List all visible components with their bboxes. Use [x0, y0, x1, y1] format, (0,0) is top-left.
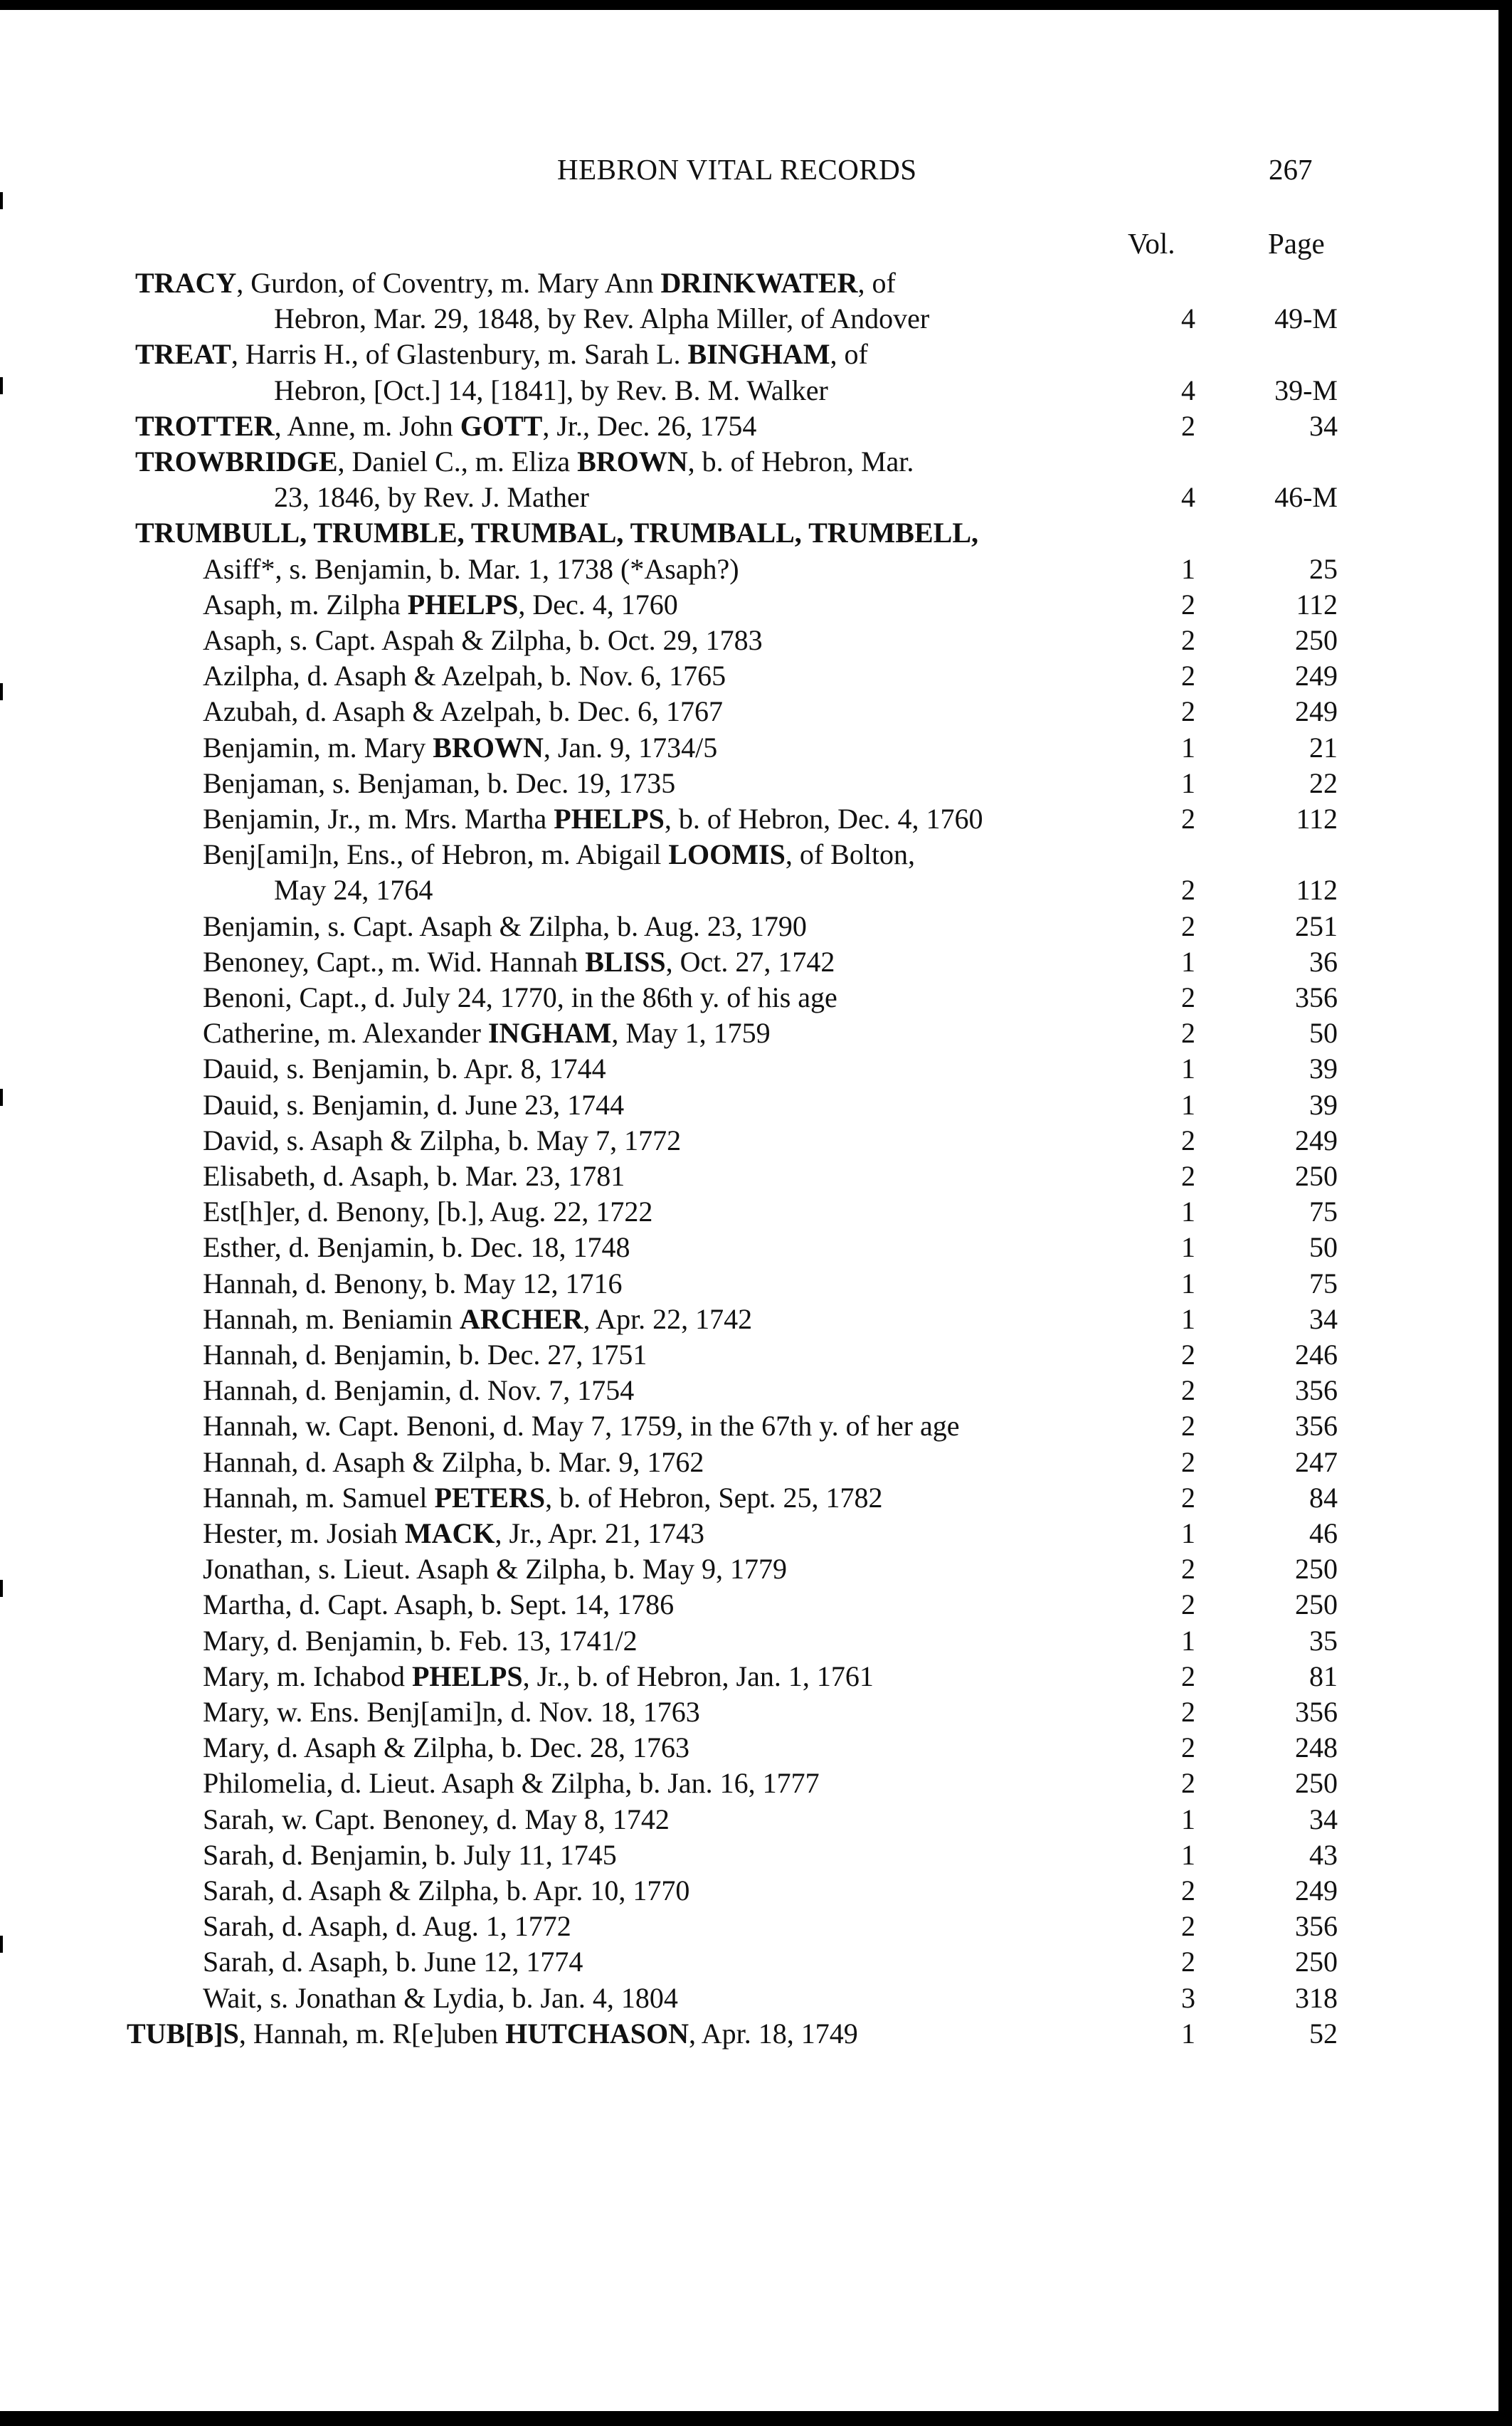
- surname: PHELPS: [411, 1660, 523, 1692]
- record-text-part: Hannah, m. Beniamin: [203, 1302, 460, 1335]
- record-text-part: Benoney, Capt., m. Wid. Hannah: [203, 945, 586, 978]
- record-line: [0, 872, 1512, 908]
- record-text: [203, 729, 717, 766]
- surname: PHELPS: [407, 588, 519, 621]
- record-text-part: Azilpha, d. Asaph & Azelpah, b. Nov. 6, 1765: [203, 660, 726, 692]
- column-header-page: Page: [1268, 227, 1325, 260]
- record-line: [0, 2015, 1512, 2052]
- record-text: [203, 551, 739, 587]
- record-volume: 4: [1181, 481, 1195, 514]
- record-text: [203, 1265, 623, 1302]
- surname: TROTTER: [135, 409, 275, 442]
- record-line: [0, 979, 1512, 1016]
- record-volume: 2: [1181, 1481, 1195, 1514]
- record-text-part: , b. of Hebron, Sept. 25, 1782: [545, 1481, 883, 1514]
- record-text-part: , Harris H., of Glastenbury, m. Sarah L.: [231, 338, 688, 371]
- record-text: [203, 1158, 625, 1194]
- record-text: [135, 408, 756, 444]
- record-volume: 2: [1181, 1910, 1195, 1943]
- record-page: 112: [1296, 874, 1338, 907]
- record-text: [203, 1229, 630, 1265]
- record-volume: 2: [1181, 1160, 1195, 1192]
- record-text-part: Mary, w. Ens. Benj[ami]n, d. Nov. 18, 1763: [203, 1696, 700, 1728]
- record-page: 49-M: [1274, 302, 1338, 335]
- surname: TROWBRIDGE: [135, 445, 338, 478]
- record-page: 35: [1309, 1624, 1338, 1657]
- record-text: [203, 1301, 752, 1337]
- record-line: [0, 1229, 1512, 1265]
- record-text-part: Wait, s. Jonathan & Lydia, b. Jan. 4, 1804: [203, 1981, 678, 2014]
- record-volume: 1: [1181, 945, 1195, 978]
- record-text: [274, 300, 929, 337]
- record-line: [0, 1908, 1512, 1944]
- record-text-part: Sarah, d. Benjamin, b. July 11, 1745: [203, 1838, 617, 1871]
- record-page: 318: [1295, 1981, 1338, 2014]
- record-text: [203, 765, 675, 801]
- record-text-part: Esther, d. Benjamin, b. Dec. 18, 1748: [203, 1231, 630, 1264]
- record-text-part: Benjamin, m. Mary: [203, 731, 433, 764]
- record-line: [0, 1087, 1512, 1123]
- record-volume: 4: [1181, 302, 1195, 335]
- record-line: [0, 1837, 1512, 1873]
- record-page: 75: [1309, 1196, 1338, 1228]
- surname: TRACY: [135, 267, 237, 299]
- scan-bottom-edge: [0, 2411, 1512, 2426]
- record-volume: 2: [1181, 1946, 1195, 1978]
- record-page: 39: [1309, 1088, 1338, 1121]
- record-text: [203, 1586, 674, 1623]
- record-text: [203, 1801, 670, 1837]
- record-page: 251: [1295, 909, 1338, 942]
- record-text-part: , b. of Hebron, Mar.: [687, 445, 914, 478]
- record-page: 84: [1309, 1481, 1338, 1514]
- record-page: 249: [1295, 1124, 1338, 1156]
- record-text-part: , b. of Hebron, Dec. 4, 1760: [664, 803, 983, 835]
- record-page: 46-M: [1274, 481, 1338, 514]
- record-line: [0, 1801, 1512, 1837]
- record-line: [0, 1301, 1512, 1337]
- record-line: [0, 372, 1512, 408]
- record-line: [0, 1480, 1512, 1516]
- record-page: 39: [1309, 1053, 1338, 1085]
- record-page: 112: [1296, 803, 1338, 835]
- record-line: [0, 658, 1512, 694]
- record-page: 248: [1295, 1731, 1338, 1764]
- record-text-part: Hester, m. Josiah: [203, 1517, 405, 1549]
- record-text-part: Benjamin, Jr., m. Mrs. Martha: [203, 803, 554, 835]
- record-text: [203, 1444, 704, 1480]
- record-text-part: Sarah, w. Capt. Benoney, d. May 8, 1742: [203, 1803, 670, 1835]
- record-line: [0, 765, 1512, 801]
- record-volume: 1: [1181, 1231, 1195, 1264]
- record-text: [203, 1837, 617, 1873]
- record-line: [0, 300, 1512, 337]
- record-line: [0, 1980, 1512, 2016]
- record-volume: 2: [1181, 981, 1195, 1013]
- record-text-part: Asaph, s. Capt. Aspah & Zilpha, b. Oct. 29, 1783: [203, 624, 763, 656]
- surname: PHELPS: [554, 803, 665, 835]
- record-volume: 2: [1181, 909, 1195, 942]
- record-text-part: , Jr., Apr. 21, 1743: [495, 1517, 705, 1549]
- record-text-part: Hannah, d. Asaph & Zilpha, b. Mar. 9, 1762: [203, 1445, 704, 1478]
- record-text: [203, 1515, 704, 1551]
- record-line: [0, 1408, 1512, 1444]
- record-line: [0, 1265, 1512, 1302]
- record-text: [203, 1658, 874, 1694]
- record-text: [203, 1623, 638, 1659]
- record-line: [0, 1050, 1512, 1087]
- record-volume: 2: [1181, 1410, 1195, 1443]
- record-text-part: Benoni, Capt., d. July 24, 1770, in the 86th y. of his age: [203, 981, 837, 1013]
- record-text-part: Benj[ami]n, Ens., of Hebron, m. Abigail: [203, 838, 669, 871]
- record-line: [0, 1944, 1512, 1980]
- record-page: 36: [1309, 945, 1338, 978]
- record-text: [203, 1336, 647, 1373]
- record-page: 250: [1295, 1160, 1338, 1192]
- record-text-part: May 24, 1764: [274, 874, 433, 907]
- record-text: [203, 836, 915, 872]
- record-volume: 2: [1181, 588, 1195, 621]
- record-line: [0, 1658, 1512, 1694]
- record-page: 21: [1309, 731, 1338, 764]
- record-volume: 2: [1181, 874, 1195, 907]
- record-text-part: Hannah, d. Benony, b. May 12, 1716: [203, 1267, 623, 1299]
- record-text-part: Benjamin, s. Capt. Asaph & Zilpha, b. Aug. 23, 1790: [203, 909, 807, 942]
- record-text-part: , Apr. 22, 1742: [583, 1302, 753, 1335]
- page-number: 267: [1269, 153, 1313, 186]
- record-page: 75: [1309, 1267, 1338, 1299]
- record-text-part: Mary, d. Benjamin, b. Feb. 13, 1741/2: [203, 1624, 638, 1657]
- record-volume: 2: [1181, 1374, 1195, 1407]
- record-page: 246: [1295, 1339, 1338, 1371]
- record-text: [203, 693, 723, 729]
- record-volume: 1: [1181, 1624, 1195, 1657]
- record-text-part: , of: [857, 267, 896, 299]
- record-line: [0, 1158, 1512, 1194]
- record-text-part: Dauid, s. Benjamin, d. June 23, 1744: [203, 1088, 625, 1121]
- record-volume: 2: [1181, 1017, 1195, 1050]
- record-text-part: , Gurdon, of Coventry, m. Mary Ann: [236, 267, 661, 299]
- record-text-part: Dauid, s. Benjamin, b. Apr. 8, 1744: [203, 1053, 606, 1085]
- record-volume: 1: [1181, 1803, 1195, 1835]
- record-volume: 2: [1181, 1874, 1195, 1906]
- record-line: [0, 1515, 1512, 1551]
- column-header-vol: Vol.: [1128, 227, 1175, 260]
- record-text: [203, 622, 763, 658]
- record-volume: 2: [1181, 1445, 1195, 1478]
- record-text-part: Catherine, m. Alexander: [203, 1017, 488, 1050]
- record-volume: 1: [1181, 1267, 1195, 1299]
- record-line: [0, 1551, 1512, 1587]
- surname: GOTT: [460, 409, 543, 442]
- record-line: [0, 622, 1512, 658]
- surname: BINGHAM: [687, 338, 830, 371]
- record-text: [203, 801, 983, 837]
- surname: TREAT: [135, 338, 231, 371]
- record-volume: 2: [1181, 1124, 1195, 1156]
- record-text: [203, 1372, 634, 1408]
- record-text: [203, 1408, 960, 1444]
- record-page: 250: [1295, 1767, 1338, 1800]
- record-volume: 1: [1181, 1196, 1195, 1228]
- record-text: [127, 2015, 858, 2052]
- surname: HUTCHASON: [505, 2017, 689, 2050]
- surname: LOOMIS: [668, 838, 786, 871]
- record-text-part: David, s. Asaph & Zilpha, b. May 7, 1772: [203, 1124, 682, 1156]
- record-volume: 2: [1181, 624, 1195, 656]
- surname: BLISS: [585, 945, 666, 978]
- record-line: [0, 944, 1512, 980]
- surname: BROWN: [433, 731, 544, 764]
- record-text-part: Mary, m. Ichabod: [203, 1660, 412, 1692]
- record-volume: 1: [1181, 1302, 1195, 1335]
- record-volume: 1: [1181, 766, 1195, 799]
- record-text-part: Benjaman, s. Benjaman, b. Dec. 19, 1735: [203, 766, 676, 799]
- record-page: 356: [1295, 981, 1338, 1013]
- record-line: [0, 443, 1512, 480]
- record-page: 356: [1295, 1374, 1338, 1407]
- record-volume: 2: [1181, 409, 1195, 442]
- record-volume: 2: [1181, 1767, 1195, 1800]
- record-text-part: Martha, d. Capt. Asaph, b. Sept. 14, 1786: [203, 1588, 675, 1621]
- record-text-part: Hebron, Mar. 29, 1848, by Rev. Alpha Miller, of Andover: [274, 302, 930, 335]
- record-text-part: Elisabeth, d. Asaph, b. Mar. 23, 1781: [203, 1160, 625, 1192]
- record-page: 250: [1295, 1588, 1338, 1621]
- record-text: [203, 1908, 571, 1944]
- record-text-part: Sarah, d. Asaph, b. June 12, 1774: [203, 1946, 583, 1978]
- record-page: 250: [1295, 1946, 1338, 1978]
- record-volume: 2: [1181, 1588, 1195, 1621]
- record-text: [135, 443, 914, 480]
- record-page: 249: [1295, 660, 1338, 692]
- record-volume: 1: [1181, 1053, 1195, 1085]
- record-text: [203, 1480, 883, 1516]
- record-text-part: , Apr. 18, 1749: [688, 2017, 858, 2050]
- record-text-part: , May 1, 1759: [611, 1017, 771, 1050]
- record-text-part: Jonathan, s. Lieut. Asaph & Zilpha, b. May 9, 1779: [203, 1553, 788, 1586]
- record-text: [203, 1980, 678, 2016]
- record-text-part: , Jr., Dec. 26, 1754: [542, 409, 757, 442]
- record-text: [135, 336, 868, 372]
- record-page: 247: [1295, 1445, 1338, 1478]
- record-text-part: , of: [830, 338, 868, 371]
- record-volume: 1: [1181, 731, 1195, 764]
- record-text-part: Hebron, [Oct.] 14, [1841], by Rev. B. M. Walker: [274, 374, 828, 406]
- record-line: [0, 1444, 1512, 1480]
- record-line: [0, 1694, 1512, 1730]
- record-line: [0, 586, 1512, 623]
- record-line: [0, 1372, 1512, 1408]
- record-line: [0, 515, 1512, 551]
- record-text-part: Asiff*, s. Benjamin, b. Mar. 1, 1738 (*Asaph?): [203, 552, 739, 585]
- record-page: 52: [1309, 2017, 1338, 2050]
- surname: PETERS: [434, 1481, 546, 1514]
- record-text-part: Mary, d. Asaph & Zilpha, b. Dec. 28, 1763: [203, 1731, 689, 1764]
- record-text: [274, 479, 589, 515]
- record-text-part: , Hannah, m. R[e]uben: [238, 2017, 506, 2050]
- record-line: [0, 836, 1512, 872]
- record-volume: 1: [1181, 1838, 1195, 1871]
- record-page: 43: [1309, 1838, 1338, 1871]
- record-page: 356: [1295, 1696, 1338, 1728]
- record-text-part: , Jan. 9, 1734/5: [543, 731, 718, 764]
- record-page: 25: [1309, 552, 1338, 585]
- scan-margin-mark: [0, 192, 3, 209]
- record-text: [203, 1694, 700, 1730]
- record-page: 39-M: [1274, 374, 1338, 406]
- record-text-part: 23, 1846, by Rev. J. Mather: [274, 481, 589, 514]
- record-line: [0, 265, 1512, 301]
- record-line: [0, 408, 1512, 444]
- record-text-part: Azubah, d. Asaph & Azelpah, b. Dec. 6, 1767: [203, 695, 723, 728]
- record-text-part: Asaph, m. Zilpha: [203, 588, 408, 621]
- record-line: [0, 1765, 1512, 1801]
- record-page: 249: [1295, 695, 1338, 728]
- record-page: 50: [1309, 1017, 1338, 1050]
- record-page: 356: [1295, 1910, 1338, 1943]
- record-page: 249: [1295, 1874, 1338, 1906]
- record-text: [274, 372, 828, 408]
- record-text: [203, 908, 807, 944]
- record-volume: 2: [1181, 1660, 1195, 1692]
- record-line: [0, 1729, 1512, 1766]
- record-line: [0, 551, 1512, 587]
- record-volume: 2: [1181, 695, 1195, 728]
- record-text: [203, 979, 837, 1016]
- record-text: [203, 586, 678, 623]
- record-text-part: Hannah, w. Capt. Benoni, d. May 7, 1759, in the 67th y. of her age: [203, 1410, 960, 1443]
- record-text-part: , of Bolton,: [785, 838, 916, 871]
- surname: MACK: [404, 1517, 495, 1549]
- record-page: 112: [1296, 588, 1338, 621]
- record-page: 50: [1309, 1231, 1338, 1264]
- record-line: [0, 1586, 1512, 1623]
- record-text-part: Hannah, d. Benjamin, d. Nov. 7, 1754: [203, 1374, 635, 1407]
- record-volume: 2: [1181, 660, 1195, 692]
- record-line: [0, 693, 1512, 729]
- record-volume: 2: [1181, 1553, 1195, 1586]
- record-text-part: Hannah, d. Benjamin, b. Dec. 27, 1751: [203, 1339, 647, 1371]
- record-text: [203, 658, 726, 694]
- record-volume: 1: [1181, 552, 1195, 585]
- record-text: [203, 1551, 787, 1587]
- record-text: [203, 1765, 820, 1801]
- surname: TRUMBULL, TRUMBLE, TRUMBAL, TRUMBALL, TRUMBELL,: [135, 517, 978, 549]
- record-volume: 3: [1181, 1981, 1195, 2014]
- record-text: [203, 1122, 681, 1159]
- surname: INGHAM: [487, 1017, 612, 1050]
- record-text: [203, 1944, 583, 1980]
- record-text-part: , Oct. 27, 1742: [665, 945, 835, 978]
- running-header-title: HEBRON VITAL RECORDS: [557, 153, 917, 186]
- record-line: [0, 801, 1512, 837]
- record-volume: 2: [1181, 1731, 1195, 1764]
- scan-top-edge: [0, 0, 1512, 10]
- record-text: [135, 515, 978, 551]
- record-line: [0, 336, 1512, 372]
- record-text: [203, 1193, 652, 1230]
- record-text: [203, 1729, 689, 1766]
- record-text-part: Est[h]er, d. Benony, [b.], Aug. 22, 1722: [203, 1196, 653, 1228]
- record-page: 34: [1309, 1803, 1338, 1835]
- record-volume: 1: [1181, 2017, 1195, 2050]
- record-page: 34: [1309, 409, 1338, 442]
- record-page: 250: [1295, 624, 1338, 656]
- record-text: [203, 1087, 624, 1123]
- record-text: [203, 1872, 689, 1909]
- record-text: [274, 872, 433, 908]
- record-line: [0, 479, 1512, 515]
- record-line: [0, 1122, 1512, 1159]
- record-line: [0, 1872, 1512, 1909]
- record-page: 81: [1309, 1660, 1338, 1692]
- record-line: [0, 1015, 1512, 1051]
- record-volume: 4: [1181, 374, 1195, 406]
- record-volume: 1: [1181, 1517, 1195, 1549]
- record-line: [0, 908, 1512, 944]
- record-text-part: Sarah, d. Asaph & Zilpha, b. Apr. 10, 1770: [203, 1874, 690, 1906]
- record-text-part: , Jr., b. of Hebron, Jan. 1, 1761: [522, 1660, 874, 1692]
- record-text-part: Sarah, d. Asaph, d. Aug. 1, 1772: [203, 1910, 571, 1943]
- record-text-part: Hannah, m. Samuel: [203, 1481, 435, 1514]
- record-line: [0, 1193, 1512, 1230]
- record-volume: 1: [1181, 1088, 1195, 1121]
- record-page: 22: [1309, 766, 1338, 799]
- record-line: [0, 1336, 1512, 1373]
- record-page: 356: [1295, 1410, 1338, 1443]
- record-text: [203, 944, 835, 980]
- record-text: [203, 1015, 771, 1051]
- record-page: 250: [1295, 1553, 1338, 1586]
- record-page: 46: [1309, 1517, 1338, 1549]
- record-volume: 2: [1181, 1696, 1195, 1728]
- surname: BROWN: [577, 445, 688, 478]
- surname: ARCHER: [460, 1302, 583, 1335]
- record-text-part: , Dec. 4, 1760: [518, 588, 678, 621]
- record-line: [0, 729, 1512, 766]
- surname: TUB[B]S: [127, 2017, 239, 2050]
- record-line: [0, 1623, 1512, 1659]
- record-text-part: Philomelia, d. Lieut. Asaph & Zilpha, b. Jan. 16, 1777: [203, 1767, 820, 1800]
- record-text: [203, 1050, 606, 1087]
- record-text: [135, 265, 896, 301]
- record-volume: 2: [1181, 1339, 1195, 1371]
- record-page: 34: [1309, 1302, 1338, 1335]
- record-text-part: , Daniel C., m. Eliza: [337, 445, 578, 478]
- record-text-part: , Anne, m. John: [274, 409, 460, 442]
- surname: DRINKWATER: [660, 267, 858, 299]
- record-volume: 2: [1181, 803, 1195, 835]
